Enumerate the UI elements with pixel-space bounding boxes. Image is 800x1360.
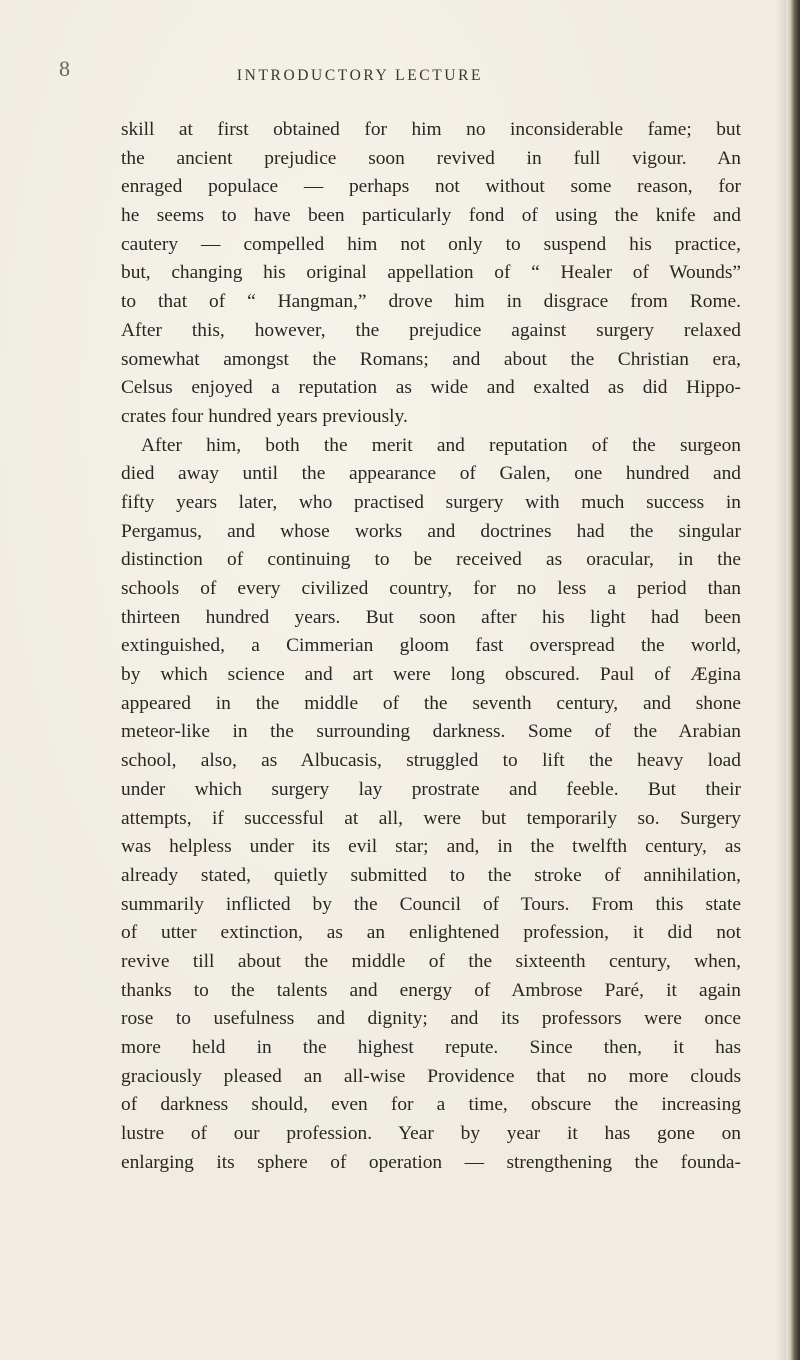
text-line: more held in the highest repute. Since then, it has: [121, 1037, 741, 1058]
page-binding-edge: [786, 0, 800, 1360]
text-line: thanks to the talents and energy of Ambrose Paré, it again: [121, 979, 741, 1001]
text-line: schools of every civilized country, for no less a period than: [121, 578, 741, 599]
text-line: somewhat amongst the Romans; and about the Christian era,: [121, 348, 741, 370]
text-line: the ancient prejudice soon revived in full vigour. An: [121, 147, 741, 169]
text-line: by which science and art were long obscured. Paul of Ægina: [121, 664, 741, 686]
text-line: was helpless under its evil star; and, in the twelfth century, as: [121, 836, 741, 858]
text-line: fifty years later, who practised surgery with much success in: [121, 491, 741, 513]
body-text: [121, 116, 741, 1177]
text-line: of utter extinction, as an enlightened profession, it did not: [121, 922, 741, 944]
text-line: meteor-like in the surrounding darkness. Some of the Arabian: [121, 721, 741, 743]
text-line: cautery — compelled him not only to suspend his practice,: [121, 233, 741, 255]
text-line: Celsus enjoyed a reputation as wide and exalted as did Hippo-: [121, 377, 741, 399]
text-line: lustre of our profession. Year by year it has gone on: [121, 1123, 741, 1145]
text-line: of darkness should, even for a time, obscure the increasing: [121, 1094, 741, 1116]
text-line: school, also, as Albucasis, struggled to lift the heavy load: [121, 750, 741, 772]
text-line: he seems to have been particularly fond of using the knife and: [121, 205, 741, 227]
running-title: INTRODUCTORY LECTURE: [236, 67, 484, 84]
text-line: extinguished, a Cimmerian gloom fast overspread the world,: [121, 635, 741, 657]
text-line: revive till about the middle of the sixteenth century, when,: [121, 950, 741, 972]
text-line: attempts, if successful at all, were but temporarily so. Surgery: [121, 807, 741, 829]
text-line: Pergamus, and whose works and doctrines had the singular: [121, 520, 741, 542]
binding-shadow: [776, 0, 786, 1360]
text-line: under which surgery lay prostrate and feeble. But their: [121, 778, 741, 800]
text-line: rose to usefulness and dignity; and its professors were once: [121, 1008, 741, 1030]
text-line: enraged populace — perhaps not without some reason, for: [121, 176, 741, 198]
text-line: skill at first obtained for him no inconsiderable fame; but: [121, 119, 741, 140]
text-line: to that of “ Hangman,” drove him in disgrace from Rome.: [121, 291, 741, 313]
text-line: appeared in the middle of the seventh century, and shone: [121, 692, 741, 714]
text-line: distinction of continuing to be received as oracular, in the: [121, 549, 741, 571]
paragraph-start-line: After him, both the merit and reputation of the surgeon: [141, 434, 741, 456]
text-line: summarily inflicted by the Council of Tours. From this state: [121, 893, 741, 915]
page-number: 8: [59, 56, 70, 81]
text-line: but, changing his original appellation of “ Healer of Wounds”: [121, 262, 741, 284]
text-line: already stated, quietly submitted to the stroke of annihilation,: [121, 864, 741, 886]
text-line: died away until the appearance of Galen, one hundred and: [121, 463, 741, 485]
paragraph-end-line: crates four hundred years previously.: [121, 405, 408, 427]
text-line: graciously pleased an all-wise Providence that no more clouds: [121, 1065, 741, 1087]
text-line: thirteen hundred years. But soon after his light had been: [121, 606, 741, 628]
text-line: enlarging its sphere of operation — strengthening the founda-: [121, 1151, 741, 1173]
text-line: After this, however, the prejudice against surgery relaxed: [121, 319, 741, 341]
